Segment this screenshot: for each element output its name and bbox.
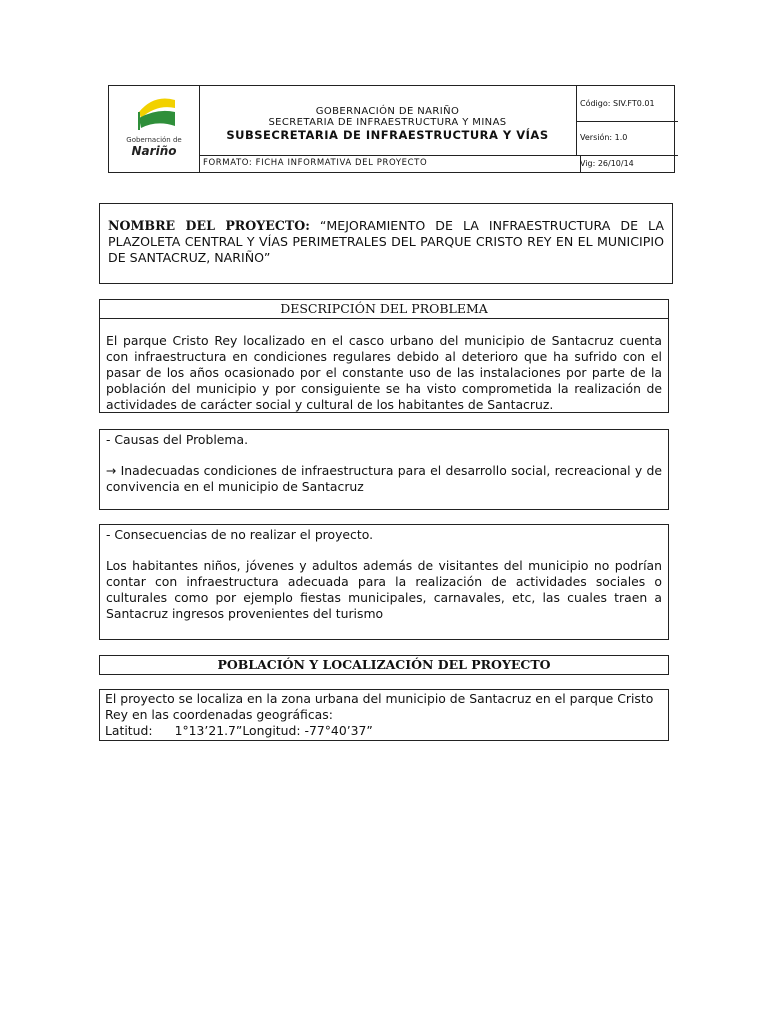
project-name-value: “MEJORAMIENTO DE LA INFRAESTRUCTURA DE LA PLAZOLETA CENTRAL Y VÍAS PERIMETRALES DEL PARQUE CRISTO REY EN EL MUNICIPIO DE SANTACRUZ, NARIÑO” (108, 218, 664, 265)
population-title-box (99, 655, 669, 675)
location-box (99, 689, 669, 741)
project-name-text (108, 218, 664, 266)
header-line-gobernacion: GOBERNACIÓN DE NARIÑO (315, 106, 460, 117)
causes-box (99, 429, 669, 510)
project-name-label: NOMBRE DEL PROYECTO: (108, 218, 310, 233)
header-title-cell (199, 86, 577, 156)
project-name-box (99, 203, 673, 284)
population-title: POBLACIÓN Y LOCALIZACIÓN DEL PROYECTO (217, 657, 551, 672)
consequences-text: Los habitantes niños, jóvenes y adultos además de visitantes del municipio no podrían contar con infraestructura adecuada para la realización de actividades sociales o culturales como por ejemplo fiestas municipales, carnavales, etc, las cuales traen a Santacruz ingresos provenientes del turismo (106, 558, 662, 621)
header-line-secretaria: SECRETARIA DE INFRAESTRUCTURA Y MINAS (268, 117, 507, 128)
problem-text: El parque Cristo Rey localizado en el casco urbano del municipio de Santacruz cuenta con infraestructura en condiciones regulares debido al deterioro que ha sufrido con el pasar de los años ocasionado por el constante uso de las instalaciones por parte de la población del municipio y por consiguiente se ha visto comprometida la realización de actividades de carácter social y cultural de los habitantes de Santacruz. (106, 333, 662, 412)
coordinates-line (105, 723, 663, 739)
consequences-heading: - Consecuencias de no realizar el proyecto. (106, 527, 374, 542)
logo-caption-bottom: Nariño (131, 144, 177, 158)
latitude-label: Latitud: (105, 723, 153, 738)
header-version: Versión: 1.0 (576, 121, 678, 156)
latitude-value: 1°13’21.7” (174, 723, 243, 738)
gobernacion-logo-icon (109, 86, 199, 136)
location-text: El proyecto se localiza en la zona urbana del municipio de Santacruz en el parque Cristo Rey en las coordenadas geográficas: (105, 691, 654, 722)
document-header (108, 85, 675, 173)
logo-caption-top: Gobernación de (126, 136, 182, 144)
header-line-subsecretaria: SUBSECRETARIA DE INFRAESTRUCTURA Y VÍAS (226, 128, 549, 142)
header-vigencia: Vig: 26/10/14 (580, 159, 634, 168)
problem-body-box (99, 318, 669, 413)
consequences-box (99, 524, 669, 640)
causes-text: → Inadecuadas condiciones de infraestructura para el desarrollo social, recreacional y de convivencia en el municipio de Santacruz (106, 463, 662, 494)
longitude-value: -77°40’37” (304, 723, 373, 738)
causes-heading: - Causas del Problema. (106, 432, 249, 447)
header-formato: FORMATO: FICHA INFORMATIVA DEL PROYECTO (199, 155, 581, 172)
problem-title-box (99, 299, 669, 319)
header-codigo: Código: SIV.FT0.01 (576, 86, 678, 122)
problem-title: DESCRIPCIÓN DEL PROBLEMA (280, 301, 488, 316)
logo-cell (109, 86, 200, 172)
longitude-label: Longitud: (242, 723, 301, 738)
